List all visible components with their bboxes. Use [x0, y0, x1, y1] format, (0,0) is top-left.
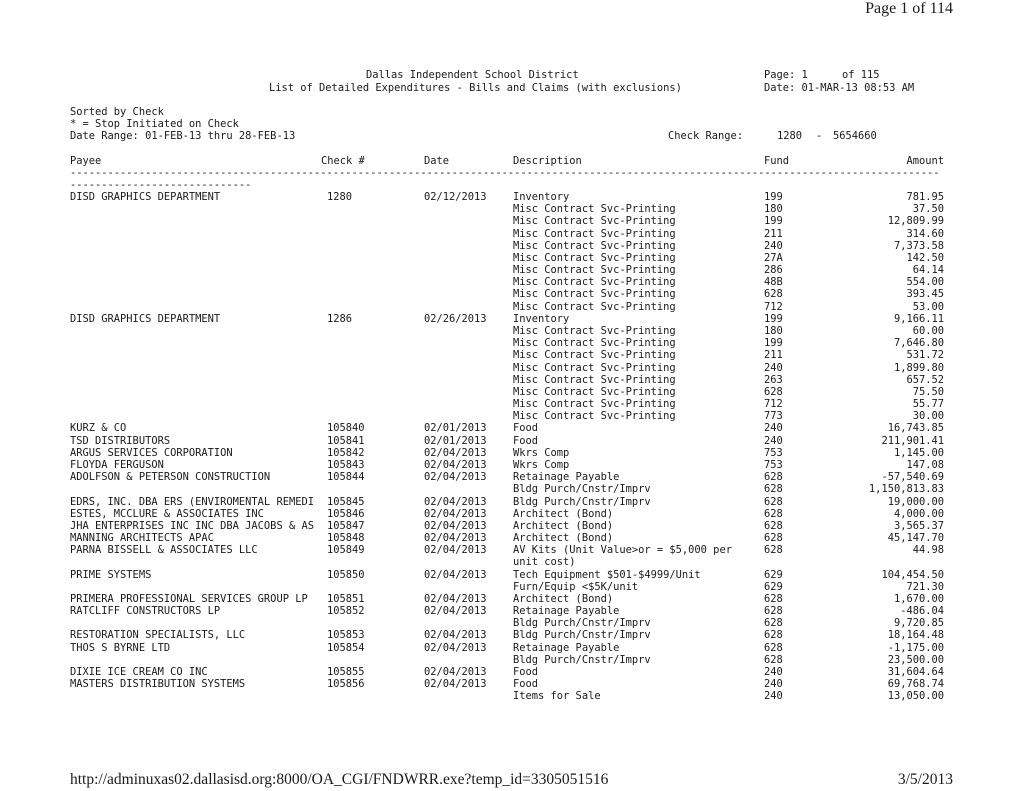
cell-description: Food: [513, 434, 539, 447]
cell-amount: 1,145.00: [893, 446, 944, 459]
cell-description: Misc Contract Svc-Printing: [513, 410, 676, 423]
cell-description: Misc Contract Svc-Printing: [513, 288, 676, 301]
cell-fund: 629: [764, 580, 783, 593]
cell-amount: 1,150,813.83: [868, 483, 944, 496]
cell-amount: 19,000.00: [887, 495, 944, 508]
cell-description: Retainage Payable: [513, 605, 620, 618]
table-row: [0, 313, 1024, 325]
cell-date: 02/04/2013: [424, 592, 487, 605]
cell-check: 105850: [327, 568, 365, 581]
table-row: [0, 398, 1024, 410]
cell-fund: 628: [764, 385, 783, 398]
cell-fund: 211: [764, 349, 783, 362]
cell-description: Architect (Bond): [513, 507, 614, 520]
column-header-row: [0, 155, 1024, 167]
table-row: [0, 252, 1024, 264]
cell-amount: 721.30: [906, 580, 944, 593]
table-row: [0, 690, 1024, 702]
cell-description: Retainage Payable: [513, 641, 620, 654]
cell-description: Inventory: [513, 191, 570, 203]
cell-check: 105846: [327, 507, 365, 520]
cell-check: 105848: [327, 532, 365, 545]
cell-check: 1280: [327, 191, 353, 203]
cell-description: Retainage Payable: [513, 471, 620, 484]
cell-fund: 628: [764, 653, 783, 666]
cell-payee: EDRS, INC. DBA ERS (ENVIROMENTAL REMEDI: [70, 495, 314, 508]
cell-amount: 531.72: [906, 349, 944, 362]
cell-description: Wkrs Comp: [513, 446, 570, 459]
cell-fund: 628: [764, 507, 783, 520]
col-payee: Payee: [70, 155, 102, 167]
table-row: [0, 593, 1024, 605]
cell-fund: 628: [764, 532, 783, 545]
cell-fund: 180: [764, 324, 783, 337]
col-date: Date: [424, 155, 450, 167]
table-row: [0, 264, 1024, 276]
cell-amount: 142.50: [906, 251, 944, 264]
cell-date: 02/04/2013: [424, 471, 487, 484]
table-row: [0, 581, 1024, 593]
cell-amount: 31,604.64: [887, 666, 944, 679]
cell-amount: 16,743.85: [887, 422, 944, 435]
table-row: [0, 544, 1024, 556]
table-row: [0, 520, 1024, 532]
cell-description: Bldg Purch/Cnstr/Imprv: [513, 495, 651, 508]
cell-description: Misc Contract Svc-Printing: [513, 373, 676, 386]
cell-payee: KURZ & CO: [70, 422, 127, 435]
cell-payee: RESTORATION SPECIALISTS, LLC: [70, 629, 246, 642]
stop-note: * = Stop Initiated on Check: [70, 118, 239, 130]
cell-payee: MANNING ARCHITECTS APAC: [70, 532, 214, 545]
check-range-end: 5654660: [833, 130, 877, 142]
cell-payee: DIXIE ICE CREAM CO INC: [70, 666, 208, 679]
report-title: List of Detailed Expenditures - Bills and Claims (with exclusions): [269, 82, 682, 94]
table-row: [0, 678, 1024, 690]
table-row: [0, 386, 1024, 398]
header-divider: ------------------------------------------------------------------------------------------------------------------------------------------------------------------------: [70, 167, 940, 192]
cell-description: Food: [513, 422, 539, 435]
cell-payee: THOS S BYRNE LTD: [70, 641, 171, 654]
col-description: Description: [513, 155, 582, 167]
cell-payee: TSD DISTRIBUTORS: [70, 434, 171, 447]
cell-payee: DISD GRAPHICS DEPARTMENT: [70, 191, 221, 203]
cell-date: 02/01/2013: [424, 422, 487, 435]
cell-date: 02/04/2013: [424, 544, 487, 557]
check-range-label: Check Range:: [668, 130, 744, 142]
cell-payee: RATCLIFF CONSTRUCTORS LP: [70, 605, 221, 618]
table-row: [0, 325, 1024, 337]
table-row: [0, 203, 1024, 215]
cell-amount: 12,809.99: [887, 215, 944, 228]
cell-check: 105849: [327, 544, 365, 557]
cell-fund: 180: [764, 203, 783, 216]
cell-fund: 240: [764, 434, 783, 447]
cell-description: Misc Contract Svc-Printing: [513, 264, 676, 277]
table-row: [0, 459, 1024, 471]
cell-description: Bldg Purch/Cnstr/Imprv: [513, 653, 651, 666]
cell-description: unit cost): [513, 556, 576, 569]
cell-fund: 27A: [764, 251, 783, 264]
table-row: [0, 301, 1024, 313]
cell-fund: 240: [764, 361, 783, 374]
cell-check: 105856: [327, 678, 365, 691]
cell-amount: 314.60: [906, 227, 944, 240]
cell-amount: 4,000.00: [893, 507, 944, 520]
cell-date: 02/04/2013: [424, 629, 487, 642]
cell-description: Misc Contract Svc-Printing: [513, 215, 676, 228]
cell-check: 105840: [327, 422, 365, 435]
cell-fund: 628: [764, 592, 783, 605]
cell-fund: 628: [764, 471, 783, 484]
cell-description: Misc Contract Svc-Printing: [513, 227, 676, 240]
cell-amount: 147.08: [906, 458, 944, 471]
table-row: [0, 435, 1024, 447]
table-row: [0, 483, 1024, 495]
cell-description: Misc Contract Svc-Printing: [513, 239, 676, 252]
cell-payee: JHA ENTERPRISES INC INC DBA JACOBS & AS: [70, 519, 314, 532]
cell-amount: 69,768.74: [887, 678, 944, 691]
cell-check: 105842: [327, 446, 365, 459]
cell-fund: 712: [764, 300, 783, 313]
cell-description: Food: [513, 666, 539, 679]
cell-payee: ESTES, MCCLURE & ASSOCIATES INC: [70, 507, 264, 520]
col-fund: Fund: [764, 155, 790, 167]
cell-fund: 628: [764, 641, 783, 654]
cell-description: Bldg Purch/Cnstr/Imprv: [513, 483, 651, 496]
cell-date: 02/04/2013: [424, 519, 487, 532]
cell-fund: 628: [764, 629, 783, 642]
browser-print-date: 3/5/2013: [897, 771, 953, 788]
sorted-by: Sorted by Check: [70, 106, 164, 118]
cell-amount: 30.00: [912, 410, 944, 423]
col-check: Check #: [321, 155, 365, 167]
table-row: [0, 215, 1024, 227]
cell-amount: 44.98: [912, 544, 944, 557]
cell-fund: 753: [764, 458, 783, 471]
cell-amount: 55.77: [912, 398, 944, 411]
cell-fund: 628: [764, 617, 783, 630]
cell-payee: ADOLFSON & PETERSON CONSTRUCTION: [70, 471, 271, 484]
cell-date: 02/26/2013: [424, 312, 487, 325]
col-amount: Amount: [906, 155, 944, 167]
table-row: [0, 276, 1024, 288]
browser-page-number: Page 1 of 114: [865, 0, 953, 17]
cell-date: 02/04/2013: [424, 641, 487, 654]
table-row: [0, 362, 1024, 374]
cell-description: Misc Contract Svc-Printing: [513, 203, 676, 216]
cell-date: 02/04/2013: [424, 446, 487, 459]
cell-date: 02/04/2013: [424, 605, 487, 618]
cell-payee: MASTERS DISTRIBUTION SYSTEMS: [70, 678, 246, 691]
cell-amount: 75.50: [912, 385, 944, 398]
cell-fund: 628: [764, 519, 783, 532]
cell-description: Misc Contract Svc-Printing: [513, 337, 676, 350]
cell-description: Tech Equipment $501-$4999/Unit: [513, 568, 701, 581]
cell-check: 105853: [327, 629, 365, 642]
cell-fund: 240: [764, 422, 783, 435]
table-row: [0, 496, 1024, 508]
check-range-start: 1280: [777, 130, 803, 142]
cell-date: 02/04/2013: [424, 458, 487, 471]
check-range-dash: -: [816, 130, 823, 142]
cell-date: 02/04/2013: [424, 495, 487, 508]
cell-fund: 628: [764, 605, 783, 618]
cell-fund: 240: [764, 690, 783, 703]
cell-amount: 7,373.58: [893, 239, 944, 252]
cell-fund: 628: [764, 288, 783, 301]
table-row: [0, 349, 1024, 361]
cell-fund: 48B: [764, 276, 783, 289]
cell-amount: 211,901.41: [881, 434, 944, 447]
cell-amount: 18,164.48: [887, 629, 944, 642]
cell-check: 105843: [327, 458, 365, 471]
cell-description: Food: [513, 678, 539, 691]
cell-fund: 286: [764, 264, 783, 277]
cell-check: 105844: [327, 471, 365, 484]
cell-description: Misc Contract Svc-Printing: [513, 300, 676, 313]
cell-fund: 240: [764, 666, 783, 679]
cell-amount: 1,899.80: [893, 361, 944, 374]
cell-fund: 211: [764, 227, 783, 240]
table-row: [0, 337, 1024, 349]
cell-date: 02/01/2013: [424, 434, 487, 447]
cell-fund: 199: [764, 191, 783, 203]
table-row: [0, 422, 1024, 434]
date-range: Date Range: 01-FEB-13 thru 28-FEB-13: [70, 130, 296, 142]
cell-description: Inventory: [513, 312, 570, 325]
cell-description: Misc Contract Svc-Printing: [513, 361, 676, 374]
cell-payee: DISD GRAPHICS DEPARTMENT: [70, 312, 221, 325]
cell-date: 02/12/2013: [424, 191, 487, 203]
cell-amount: 9,720.85: [893, 617, 944, 630]
cell-amount: 657.52: [906, 373, 944, 386]
cell-fund: 628: [764, 544, 783, 557]
table-row: [0, 569, 1024, 581]
table-row: [0, 605, 1024, 617]
cell-amount: -1,175.00: [887, 641, 944, 654]
cell-description: Misc Contract Svc-Printing: [513, 251, 676, 264]
cell-amount: 393.45: [906, 288, 944, 301]
cell-check: 105841: [327, 434, 365, 447]
cell-amount: 60.00: [912, 324, 944, 337]
cell-description: Misc Contract Svc-Printing: [513, 398, 676, 411]
cell-fund: 240: [764, 678, 783, 691]
cell-payee: ARGUS SERVICES CORPORATION: [70, 446, 233, 459]
cell-check: 105852: [327, 605, 365, 618]
cell-check: 105851: [327, 592, 365, 605]
cell-amount: 1,670.00: [893, 592, 944, 605]
table-row: [0, 471, 1024, 483]
cell-fund: 199: [764, 215, 783, 228]
cell-description: Furn/Equip <$5K/unit: [513, 580, 639, 593]
cell-description: Bldg Purch/Cnstr/Imprv: [513, 617, 651, 630]
cell-amount: 3,565.37: [893, 519, 944, 532]
table-row: [0, 508, 1024, 520]
cell-payee: PRIMERA PROFESSIONAL SERVICES GROUP LP: [70, 592, 308, 605]
cell-amount: 53.00: [912, 300, 944, 313]
cell-fund: 773: [764, 410, 783, 423]
cell-amount: 13,050.00: [887, 690, 944, 703]
cell-fund: 712: [764, 398, 783, 411]
cell-check: 105847: [327, 519, 365, 532]
cell-date: 02/04/2013: [424, 666, 487, 679]
cell-date: 02/04/2013: [424, 678, 487, 691]
cell-description: Items for Sale: [513, 690, 601, 703]
cell-check: 105855: [327, 666, 365, 679]
table-row: [0, 654, 1024, 666]
cell-amount: -486.04: [900, 605, 944, 618]
report-page: Page: 1: [764, 69, 808, 81]
cell-amount: 9,166.11: [893, 312, 944, 325]
cell-description: AV Kits (Unit Value>or = $5,000 per: [513, 544, 732, 557]
cell-description: Architect (Bond): [513, 592, 614, 605]
cell-description: Misc Contract Svc-Printing: [513, 324, 676, 337]
cell-fund: 199: [764, 337, 783, 350]
table-row: [0, 288, 1024, 300]
report-of-pages: of 115: [842, 69, 880, 81]
cell-description: Bldg Purch/Cnstr/Imprv: [513, 629, 651, 642]
table-row: [0, 374, 1024, 386]
table-row: [0, 410, 1024, 422]
cell-date: 02/04/2013: [424, 507, 487, 520]
cell-fund: 263: [764, 373, 783, 386]
report-org: Dallas Independent School District: [366, 69, 579, 81]
cell-amount: 104,454.50: [881, 568, 944, 581]
cell-payee: PRIME SYSTEMS: [70, 568, 152, 581]
cell-amount: 7,646.80: [893, 337, 944, 350]
cell-fund: 753: [764, 446, 783, 459]
report-date: Date: 01-MAR-13 08:53 AM: [764, 82, 915, 94]
cell-description: Architect (Bond): [513, 532, 614, 545]
cell-fund: 240: [764, 239, 783, 252]
cell-description: Misc Contract Svc-Printing: [513, 349, 676, 362]
cell-amount: 23,500.00: [887, 653, 944, 666]
cell-payee: PARNA BISSELL & ASSOCIATES LLC: [70, 544, 258, 557]
cell-amount: 64.14: [912, 264, 944, 277]
table-row: [0, 447, 1024, 459]
cell-check: 1286: [327, 312, 353, 325]
cell-amount: 554.00: [906, 276, 944, 289]
cell-fund: 199: [764, 312, 783, 325]
cell-fund: 629: [764, 568, 783, 581]
cell-amount: 37.50: [912, 203, 944, 216]
table-row: [0, 191, 1024, 203]
table-row: [0, 629, 1024, 641]
cell-description: Architect (Bond): [513, 519, 614, 532]
table-row: [0, 228, 1024, 240]
table-row: [0, 617, 1024, 629]
table-row: [0, 240, 1024, 252]
cell-date: 02/04/2013: [424, 532, 487, 545]
table-row: [0, 642, 1024, 654]
cell-description: Misc Contract Svc-Printing: [513, 276, 676, 289]
cell-amount: 45,147.70: [887, 532, 944, 545]
cell-fund: 628: [764, 483, 783, 496]
cell-amount: 781.95: [906, 191, 944, 203]
cell-fund: 628: [764, 495, 783, 508]
cell-date: 02/04/2013: [424, 568, 487, 581]
cell-payee: FLOYDA FERGUSON: [70, 458, 164, 471]
table-row: [0, 556, 1024, 568]
cell-description: Misc Contract Svc-Printing: [513, 385, 676, 398]
cell-description: Wkrs Comp: [513, 458, 570, 471]
cell-amount: -57,540.69: [881, 471, 944, 484]
cell-check: 105854: [327, 641, 365, 654]
table-row: [0, 666, 1024, 678]
browser-url: http://adminuxas02.dallasisd.org:8000/OA_CGI/FNDWRR.exe?temp_id=3305051516: [70, 771, 609, 788]
cell-check: 105845: [327, 495, 365, 508]
table-row: [0, 532, 1024, 544]
